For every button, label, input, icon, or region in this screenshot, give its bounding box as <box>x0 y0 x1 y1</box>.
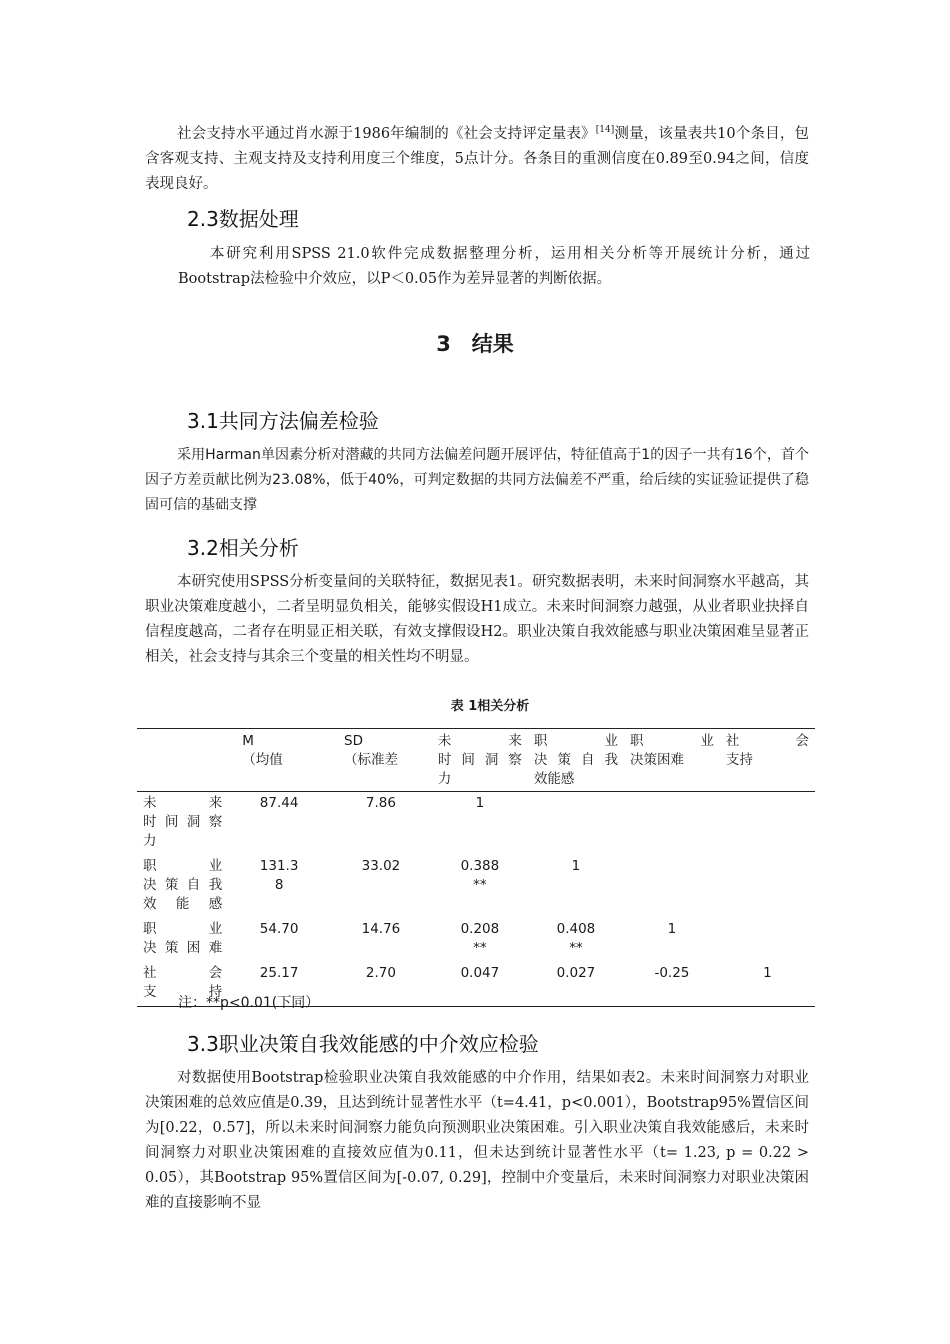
cell-line: 0.027 <box>556 965 596 981</box>
cell-line: （标准差 <box>344 752 399 768</box>
table-body <box>137 792 815 1007</box>
table-cell <box>228 792 330 856</box>
header-cell-social-support <box>720 729 815 792</box>
cell-line: 131.3 <box>259 858 299 874</box>
table-cell <box>330 792 432 856</box>
cell-line: 社 会 <box>143 965 223 981</box>
table-cell <box>432 792 528 856</box>
cell-line: 未 来 <box>143 795 223 811</box>
cell-line: 效能感 <box>533 771 575 787</box>
cell-line: 时间洞察 <box>143 814 223 830</box>
cell-line: 支持 <box>725 752 753 768</box>
paragraph-mediation: 对数据使用Bootstrap检验职业决策自我效能感的中介作用，结果如表2。未来时间洞察力对职业决策困难的总效应值是0.39，且达到统计显著性水平（t=4.41，p<0.001），Bootstrap95%置信区间为[0.22，0.57]，所以未来时间洞察力能负向预测职业决策困难。引入职业决策自我效能感后，未来时间洞察力对职业决策困难的直接效应值为0.11，但未达到统计显著性水平（t= 1.23, p = 0.22 > 0.05），其Bootstrap 95%置信区间为[-0.07, 0.29]，控制中介变量后，未来时间洞察力对职业决策困难的直接影响不显 <box>145 1070 809 1211</box>
table-cell <box>624 855 720 918</box>
cell-line: SD <box>344 733 363 749</box>
cell-line: 未 来 <box>437 733 522 749</box>
cell-line: 社 会 <box>725 733 809 749</box>
table-cell <box>528 962 624 1007</box>
citation-ref: [14] <box>595 125 615 135</box>
row-label <box>137 855 228 918</box>
cell-line: 力 <box>143 833 157 849</box>
table-cell <box>720 855 815 918</box>
cell-line: 0.388 <box>460 858 500 874</box>
cell-line: 14.76 <box>361 921 401 937</box>
cell-line: 1 <box>667 921 677 937</box>
cell-line: ** <box>473 940 487 956</box>
cell-line: 33.02 <box>361 858 401 874</box>
cell-line: 决策自我 <box>143 877 223 893</box>
cell-line: 决策困难 <box>629 752 684 768</box>
table-cell <box>720 918 815 962</box>
heading-3-3: 3.3职业决策自我效能感的中介效应检验 <box>187 1032 539 1056</box>
table-cell <box>330 918 432 962</box>
cell-line: 时间洞察 <box>437 752 522 768</box>
table-cell <box>624 962 720 1007</box>
table-header-row <box>137 729 815 792</box>
cell-line: 0.047 <box>460 965 500 981</box>
cell-line: 力 <box>437 771 452 787</box>
paragraph-common-method-bias: 采用Harman单因素分析对潜藏的共同方法偏差问题开展评估，特征值高于1的因子一共有16个，首个因子方差贡献比例为23.08%，低于40%，可判定数据的共同方法偏差不严重，给后续的实证验证提供了稳固可信的基础支撑 <box>145 447 809 513</box>
cell-line: 0.408 <box>556 921 596 937</box>
cell-line: 决策自我 <box>533 752 618 768</box>
cell-line: 职 业 <box>629 733 714 749</box>
heading-3-1: 3.1共同方法偏差检验 <box>187 409 379 433</box>
paragraph-social-support <box>145 118 809 197</box>
header-cell-difficulty <box>624 729 720 792</box>
cell-line: 职 业 <box>143 921 223 937</box>
cell-line: ** <box>569 940 583 956</box>
table-cell <box>720 792 815 856</box>
table-cell <box>330 962 432 1007</box>
table-cell <box>432 962 528 1007</box>
table-note: 注：**p<0.01(下同） <box>178 995 320 1011</box>
cell-line: M <box>242 733 254 749</box>
table-caption: 表 1相关分析 <box>450 699 530 714</box>
table-row <box>137 792 815 856</box>
cell-line: 职 业 <box>533 733 618 749</box>
cell-line: 支持 <box>143 984 223 1000</box>
cell-line: 1 <box>571 858 581 874</box>
cell-line: -0.25 <box>654 965 690 981</box>
table-cell <box>228 918 330 962</box>
paragraph-correlation: 本研究使用SPSS分析变量间的关联特征，数据见表1。研究数据表明，未来时间洞察水平越高，其职业决策难度越小，二者呈明显负相关，能够实假设H1成立。未来时间洞察力越强，从业者职业抉择自信程度越高，二者存在明显正相关联，有效支撑假设H2。职业决策自我效能感与职业决策困难呈显著正相关，社会支持与其余三个变量的相关性均不明显。 <box>145 574 809 665</box>
table-row <box>137 918 815 962</box>
heading-3-2: 3.2相关分析 <box>187 536 299 560</box>
cell-line: 1 <box>763 965 772 981</box>
cell-line: （均值 <box>242 752 283 768</box>
cell-line: 决策困难 <box>143 940 223 956</box>
cell-line: 8 <box>274 877 284 893</box>
cell-line: 87.44 <box>259 795 299 811</box>
cell-line: 0.208 <box>460 921 500 937</box>
cell-line: 54.70 <box>259 921 299 937</box>
cell-line: ** <box>473 877 487 893</box>
correlation-table <box>137 728 815 1007</box>
cell-line: 效能感 <box>143 896 223 912</box>
paragraph-data-processing: 本研究利用SPSS 21.0软件完成数据整理分析，运用相关分析等开展统计分析，通过Bootstrap法检验中介效应，以P＜0.05作为差异显著的判断依据。 <box>178 246 810 287</box>
table-cell <box>528 855 624 918</box>
table-cell <box>330 855 432 918</box>
cell-line: 2.70 <box>365 965 396 981</box>
header-cell-future-time <box>432 729 528 792</box>
header-cell-self-efficacy <box>528 729 624 792</box>
table-cell <box>432 918 528 962</box>
table-cell <box>624 792 720 856</box>
header-cell-m <box>228 729 330 792</box>
table-cell <box>720 962 815 1007</box>
header-cell <box>137 729 228 792</box>
paragraph-text: 社会支持水平通过肖水源于1986年编制的《社会支持评定量表》 <box>177 126 596 142</box>
table-cell <box>528 918 624 962</box>
heading-3-results: 3 结果 <box>436 332 514 356</box>
table-row <box>137 855 815 918</box>
paragraph-text: 测量，该量表共10个条目，包含客观支持、主观支持及支持利用度三个维度，5点计分。各条目的重测信度在0.89至0.94之间，信度表现良好。 <box>145 126 809 192</box>
cell-line: 职 业 <box>143 858 223 874</box>
heading-2-3: 2.3数据处理 <box>187 207 299 231</box>
header-cell-sd <box>330 729 432 792</box>
cell-line: 7.86 <box>365 795 396 811</box>
table-cell <box>432 855 528 918</box>
cell-line: 1 <box>475 795 485 811</box>
row-label <box>137 918 228 962</box>
table-cell <box>228 855 330 918</box>
table-cell <box>528 792 624 856</box>
table-cell <box>624 918 720 962</box>
row-label <box>137 792 228 856</box>
cell-line: 25.17 <box>259 965 299 981</box>
